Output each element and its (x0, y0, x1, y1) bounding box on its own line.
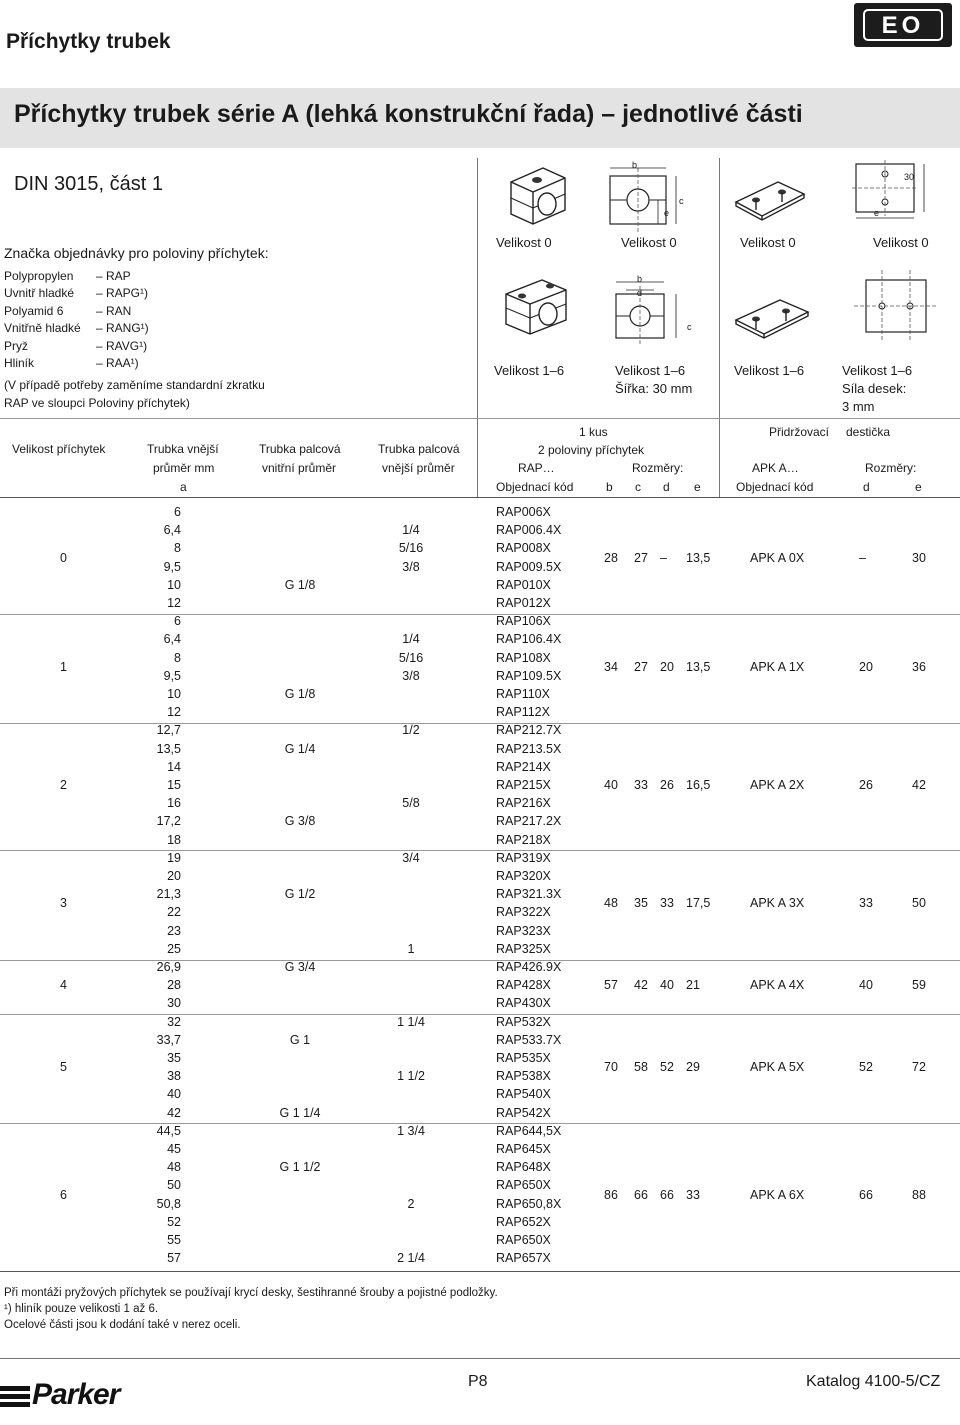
size-cell: 1 (60, 659, 67, 674)
size-cell: 0 (60, 550, 67, 565)
tube-od-cell: 9,5 (163, 559, 181, 574)
plate-size0-dimension-drawing (848, 158, 948, 222)
order-code-cell: RAP648X (496, 1160, 551, 1175)
order-code-cell: RAP214X (496, 759, 551, 774)
plate-code-cell: APK A 4X (750, 978, 805, 993)
tube-od-cell: 6,4 (163, 523, 181, 538)
caption-clamp-size1-6: Velikost 1–6 (494, 363, 565, 378)
order-code-cell: RAP106X (496, 614, 551, 629)
order-code-cell: RAP650,8X (496, 1196, 562, 1211)
dim-d-cell: 26 (660, 778, 674, 793)
dim-d-cell: – (660, 550, 667, 565)
footer-divider (0, 1358, 960, 1359)
material-code: – RAVG¹) (96, 338, 148, 353)
parker-logo-mark (0, 1374, 36, 1416)
order-code-cell: RAP538X (496, 1069, 551, 1084)
pipe-out-cell: 3/8 (402, 668, 420, 683)
order-code-cell: RAP216X (496, 796, 551, 811)
col-plate: destička (846, 425, 891, 439)
tube-od-cell: 6,4 (163, 632, 181, 647)
tube-od-cell: 23 (167, 923, 181, 938)
order-code-cell: RAP009.5X (496, 559, 562, 574)
dim-c-cell: 27 (634, 550, 648, 565)
plate-size1-6-drawing (730, 292, 814, 344)
main-title: Příchytky trubek série A (lehká konstrukční řada) – jednotlivé části (14, 100, 803, 128)
size-cell: 6 (60, 1187, 67, 1202)
order-code-cell: RAP650X (496, 1178, 551, 1193)
order-code-cell: RAP533.7X (496, 1032, 562, 1047)
tube-od-cell: 35 (167, 1051, 181, 1065)
col-tube-od: průměr mm (153, 461, 215, 475)
page-number: P8 (468, 1373, 488, 1390)
dim-b-cell: 34 (604, 659, 618, 674)
col-pipe-in: vnitřní průměr (262, 461, 337, 475)
plate-e-cell: 50 (912, 896, 926, 911)
col-tube-od: Trubka vnější (147, 442, 219, 456)
clamp-size1-6-drawing (500, 272, 572, 342)
pipe-out-cell: 1 3/4 (397, 1123, 425, 1138)
material-row (4, 304, 131, 318)
material-name: Pryž (4, 338, 28, 353)
order-code-cell: RAP645X (496, 1142, 551, 1156)
dim-b-label: b (637, 274, 643, 284)
material-code: – RANG¹) (96, 321, 149, 336)
dim-c-cell: 58 (634, 1060, 648, 1075)
col-apk: APK A… (752, 461, 799, 475)
tube-od-cell: 32 (167, 1014, 181, 1029)
tube-od-cell: 12,7 (156, 723, 181, 738)
dim-e-cell: 33 (686, 1187, 700, 1202)
plate-e-cell: 36 (912, 659, 926, 674)
tube-od-cell: 15 (167, 778, 181, 792)
table-bottom-line (0, 1271, 960, 1272)
size-cell: 3 (60, 896, 67, 911)
group-divider (0, 614, 960, 615)
dim-d-cell: 66 (660, 1187, 674, 1202)
header-top-line (0, 418, 960, 419)
group-divider (0, 723, 960, 724)
eo-logo (854, 3, 952, 47)
order-code-cell: RAP217.2X (496, 814, 562, 829)
order-code-cell: RAP542X (496, 1105, 551, 1120)
col-e-plate: e (915, 480, 922, 494)
plate-e-cell: 88 (912, 1187, 926, 1202)
col-plate: Přidržovací (769, 425, 830, 439)
order-code-cell: RAP650X (496, 1233, 551, 1247)
clamp-size0-drawing (503, 160, 573, 230)
tube-od-cell: 12 (167, 596, 181, 610)
order-code-cell: RAP652X (496, 1214, 551, 1229)
dim-e-cell: 13,5 (686, 550, 711, 565)
tube-od-cell: 52 (167, 1214, 181, 1229)
col-code-plate: Objednací kód (736, 480, 814, 494)
material-row (4, 321, 149, 335)
dim-b-label: b (632, 160, 638, 170)
caption-clamp-width: Šířka: 30 mm (615, 381, 693, 396)
clamp-size1-6-dimension-drawing (604, 272, 700, 346)
plate-e-cell: 42 (912, 778, 926, 793)
pipe-out-cell: 2 1/4 (397, 1251, 425, 1266)
order-code-cell: RAP012X (496, 596, 551, 610)
plate-d-cell: 52 (859, 1060, 873, 1075)
order-code-cell: RAP428X (496, 978, 551, 993)
order-code-cell: RAP430X (496, 996, 551, 1011)
dim-30-label: 30 (904, 172, 915, 182)
caption-clamp-dim-size0: Velikost 0 (621, 235, 677, 250)
col-rap: RAP… (518, 461, 555, 475)
plate-code-cell: APK A 3X (750, 896, 805, 911)
footnote-3: Ocelové části jsou k dodání také v nerez oceli. (4, 1319, 241, 1331)
pipe-out-cell: 5/16 (398, 541, 424, 556)
dim-e-cell: 17,5 (686, 896, 711, 911)
order-code-cell: RAP323X (496, 923, 551, 938)
tube-od-cell: 6 (174, 505, 181, 519)
order-code-cell: RAP535X (496, 1051, 551, 1065)
catalog-number: Katalog 4100-5/CZ (806, 1373, 941, 1390)
tube-od-cell: 10 (167, 577, 181, 592)
caption-plate-size0: Velikost 0 (740, 235, 796, 250)
plate-e-cell: 30 (912, 550, 926, 565)
order-code-cell: RAP006.4X (496, 523, 562, 538)
order-code-cell: RAP213.5X (496, 741, 562, 756)
order-code-cell: RAP108X (496, 650, 551, 665)
plate-e-cell: 59 (912, 978, 926, 993)
dim-d-cell: 52 (660, 1060, 674, 1075)
order-code-cell: RAP215X (496, 778, 551, 792)
order-code-cell: RAP322X (496, 905, 551, 920)
order-code-cell: RAP319X (496, 850, 551, 865)
header-bottom-line (0, 497, 960, 498)
tube-od-cell: 13,5 (156, 741, 181, 756)
dim-e-label: e (874, 208, 880, 218)
tube-od-cell: 44,5 (156, 1123, 181, 1138)
pipe-out-cell: 1/4 (402, 632, 420, 647)
pipe-out-cell: 1 (407, 941, 415, 956)
tube-od-cell: 38 (167, 1069, 181, 1084)
pipe-in-cell: G 3/4 (284, 960, 316, 974)
dim-e-cell: 13,5 (686, 659, 711, 674)
pipe-in-cell: G 1/8 (284, 577, 316, 592)
dim-b-cell: 86 (604, 1187, 618, 1202)
tube-od-cell: 33,7 (156, 1032, 181, 1047)
order-code-cell: RAP644,5X (496, 1123, 562, 1138)
group-divider (0, 1123, 960, 1124)
tube-od-cell: 28 (167, 978, 181, 993)
plate-d-cell: 40 (859, 978, 873, 993)
order-code-cell: RAP006X (496, 505, 551, 519)
order-note-2: RAP ve sloupci Poloviny příchytek) (4, 396, 190, 410)
plate-code-cell: APK A 2X (750, 778, 805, 793)
dim-b-cell: 48 (604, 896, 618, 911)
col-code: Objednací kód (496, 480, 574, 494)
plate-d-cell: – (859, 550, 866, 565)
pipe-out-cell: 3/8 (402, 559, 420, 574)
order-code-cell: RAP106.4X (496, 632, 562, 647)
col-tube-od-symbol: a (180, 480, 187, 494)
dim-b-cell: 40 (604, 778, 618, 793)
order-code-cell: RAP218X (496, 832, 551, 847)
pipe-out-cell: 1 1/2 (397, 1069, 425, 1084)
tube-od-cell: 14 (167, 759, 181, 774)
dim-b-cell: 57 (604, 978, 618, 993)
pipe-in-cell: G 1 1/2 (279, 1160, 321, 1175)
pipe-in-cell: G 1/4 (284, 741, 316, 756)
registered-mark: ® (944, 2, 951, 12)
footnote-1: Při montáži pryžových příchytek se používají krycí desky, šestihranné šrouby a pojistné podložky. (4, 1287, 498, 1299)
group-divider (0, 1014, 960, 1015)
dim-c-cell: 42 (634, 978, 648, 993)
tube-od-cell: 25 (167, 941, 181, 956)
parker-logo (0, 1370, 132, 1420)
tube-od-cell: 19 (167, 850, 181, 865)
caption-plate-dim-size1-6: Velikost 1–6 (842, 363, 913, 378)
footnote-2: ¹) hliník pouze velikosti 1 až 6. (4, 1303, 159, 1315)
size-cell: 2 (60, 778, 67, 793)
pipe-out-cell: 5/8 (402, 796, 420, 811)
col-size: Velikost příchytek (12, 442, 106, 456)
plate-d-cell: 66 (859, 1187, 873, 1202)
tube-od-cell: 18 (167, 832, 181, 847)
size-cell: 4 (60, 978, 67, 993)
pipe-out-cell: 2 (407, 1196, 415, 1211)
tube-od-cell: 8 (174, 650, 181, 665)
dim-d-cell: 40 (660, 978, 674, 993)
order-code-cell: RAP540X (496, 1087, 551, 1102)
col-b: b (606, 480, 613, 494)
dim-c-label: c (687, 322, 692, 332)
pipe-in-cell: G 1/8 (284, 687, 316, 701)
dim-c-cell: 66 (634, 1187, 648, 1202)
plate-d-cell: 20 (859, 659, 873, 674)
material-name: Polyamid 6 (4, 303, 64, 318)
column-divider (477, 158, 478, 498)
group-divider (0, 850, 960, 851)
order-code-cell: RAP532X (496, 1014, 551, 1029)
tube-od-cell: 48 (167, 1160, 181, 1175)
material-row (4, 286, 148, 300)
standard-label: DIN 3015, část 1 (14, 173, 163, 195)
plate-code-cell: APK A 5X (750, 1060, 805, 1075)
pipe-out-cell: 1/4 (402, 523, 420, 538)
dim-c-cell: 33 (634, 778, 648, 793)
eo-logo-text: EO (863, 9, 943, 41)
pipe-in-cell: G 1/2 (284, 887, 316, 902)
tube-od-cell: 22 (167, 905, 181, 920)
order-code-cell: RAP008X (496, 541, 551, 556)
pipe-out-cell: 3/4 (402, 850, 420, 865)
dim-d-cell: 20 (660, 659, 674, 674)
material-row (4, 269, 131, 283)
tube-od-cell: 40 (167, 1087, 181, 1102)
pipe-in-cell: G 3/8 (284, 814, 316, 829)
dim-d-cell: 33 (660, 896, 674, 911)
pipe-out-cell: 5/16 (398, 650, 424, 665)
tube-od-cell: 26,9 (156, 960, 181, 974)
plate-code-cell: APK A 1X (750, 659, 805, 674)
section-title: Příchytky trubek (6, 30, 171, 53)
pipe-out-cell: 1/2 (402, 723, 420, 738)
pipe-out-cell: 1 1/4 (397, 1014, 425, 1029)
material-name: Uvnitř hladké (4, 286, 75, 301)
material-name: Hliník (4, 356, 35, 370)
col-d: d (663, 480, 670, 494)
col-d-plate: d (863, 480, 870, 494)
tube-od-cell: 21,3 (156, 887, 181, 902)
tube-od-cell: 6 (174, 614, 181, 629)
plate-size0-drawing (730, 170, 810, 230)
dim-c-label: c (679, 196, 684, 206)
plate-d-cell: 26 (859, 778, 873, 793)
caption-plate-thickness: Síla desek: (842, 381, 907, 396)
tube-od-cell: 16 (167, 796, 181, 811)
tube-od-cell: 45 (167, 1142, 181, 1156)
pipe-in-cell: G 1 (289, 1032, 311, 1047)
plate-code-cell: APK A 6X (750, 1187, 805, 1202)
order-code-cell: RAP426.9X (496, 960, 562, 974)
tube-od-cell: 12 (167, 705, 181, 720)
order-code-title: Značka objednávky pro poloviny příchytek: (4, 245, 269, 261)
order-code-cell: RAP320X (496, 869, 551, 883)
caption-plate-dim-size0: Velikost 0 (873, 235, 929, 250)
dim-b-cell: 70 (604, 1060, 618, 1075)
dim-e-label: e (664, 208, 670, 218)
tube-od-cell: 57 (167, 1251, 181, 1266)
dim-c-cell: 35 (634, 896, 648, 911)
material-row (4, 356, 139, 370)
col-dims: Rozměry: (632, 461, 684, 475)
dim-e-cell: 29 (686, 1060, 700, 1075)
material-code: – RAA¹) (96, 356, 139, 370)
order-note-1: (V případě potřeby zaměníme standardní zkratku (4, 378, 265, 392)
caption-plate-size1-6: Velikost 1–6 (734, 363, 805, 378)
plate-d-cell: 33 (859, 896, 873, 911)
group-divider (0, 960, 960, 961)
plate-e-cell: 72 (912, 1060, 926, 1075)
caption-plate-thickness-value: 3 mm (842, 399, 875, 414)
dim-d-label: d (637, 288, 643, 298)
tube-od-cell: 9,5 (163, 668, 181, 683)
parker-logo-text: Parker (32, 1378, 120, 1411)
size-cell: 5 (60, 1060, 67, 1075)
order-code-cell: RAP325X (496, 941, 551, 956)
dim-b-cell: 28 (604, 550, 618, 565)
tube-od-cell: 30 (167, 996, 181, 1011)
order-code-cell: RAP112X (496, 705, 550, 720)
tube-od-cell: 8 (174, 541, 181, 556)
plate-size1-6-dimension-drawing (846, 266, 946, 342)
dim-e-cell: 16,5 (686, 778, 711, 793)
order-code-cell: RAP110X (496, 687, 550, 701)
col-c: c (635, 480, 641, 494)
material-name: Polypropylen (4, 269, 74, 283)
tube-od-cell: 50 (167, 1178, 181, 1193)
material-name: Vnitřně hladké (4, 321, 81, 336)
tube-od-cell: 20 (167, 869, 181, 883)
col-dims-plate: Rozměry: (865, 461, 917, 475)
order-code-cell: RAP321.3X (496, 887, 562, 902)
tube-od-cell: 42 (167, 1105, 181, 1120)
order-code-cell: RAP212.7X (496, 723, 562, 738)
material-code: – RAN (96, 303, 132, 318)
material-code: – RAP (96, 269, 131, 283)
col-pipe-in: Trubka palcová (259, 442, 341, 456)
material-code: – RAPG¹) (96, 286, 149, 301)
col-halves: 2 poloviny příchytek (538, 443, 645, 457)
tube-od-cell: 50,8 (156, 1196, 181, 1211)
caption-clamp-size0: Velikost 0 (496, 235, 552, 250)
col-pipe-out: Trubka palcová (378, 442, 460, 456)
col-e: e (694, 480, 701, 494)
col-pipe-out: vnější průměr (382, 461, 455, 475)
order-code-cell: RAP657X (496, 1251, 551, 1266)
tube-od-cell: 10 (167, 687, 181, 701)
plate-code-cell: APK A 0X (750, 550, 805, 565)
order-code-cell: RAP109.5X (496, 668, 562, 683)
pipe-in-cell: G 1 1/4 (279, 1105, 321, 1120)
dim-e-cell: 21 (686, 978, 700, 993)
tube-od-cell: 55 (167, 1233, 181, 1247)
dim-c-cell: 27 (634, 659, 648, 674)
col-kus: 1 kus (579, 425, 608, 439)
column-divider (719, 158, 720, 498)
order-code-cell: RAP010X (496, 577, 551, 592)
tube-od-cell: 17,2 (156, 814, 181, 829)
material-row (4, 339, 147, 353)
caption-clamp-dim-size1-6: Velikost 1–6 (615, 363, 686, 378)
